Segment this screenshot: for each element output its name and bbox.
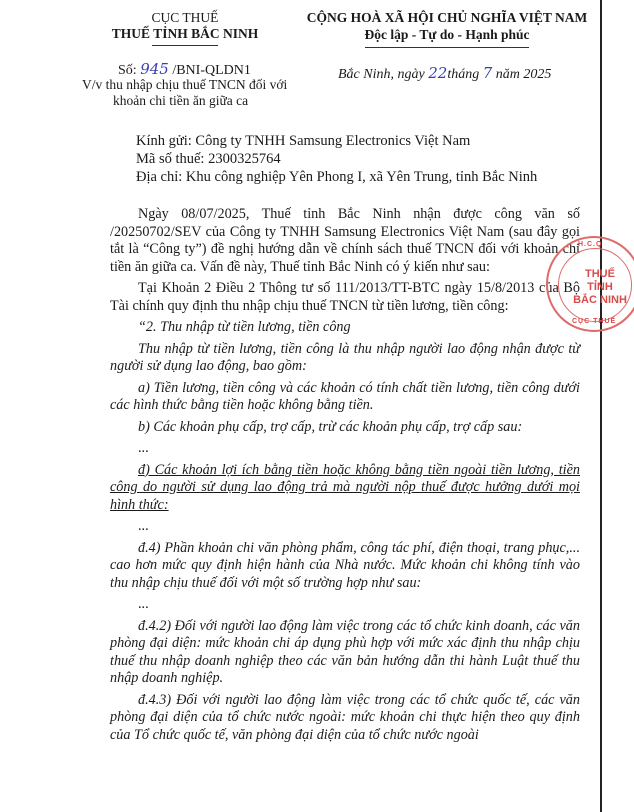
seal-line-1: THUẾ (585, 268, 615, 280)
quote-definition: Thu nhập từ tiền lương, tiền công là thu nhập người lao động nhận được từ người sử dụng lao động, bao gồm: (110, 340, 580, 374)
official-seal (546, 236, 634, 332)
country-title: CỘNG HOÀ XÃ HỘI CHỦ NGHĨA VIỆT NAM (306, 10, 588, 25)
seal-line-2: TỈNH (587, 281, 613, 293)
doc-number-handwritten: 945 (140, 60, 169, 78)
ellipsis: ... (138, 518, 149, 534)
doc-number-suffix: /BNI-QLDN1 (172, 63, 251, 78)
quote-item-b: b) Các khoản phụ cấp, trợ cấp, trừ các khoản phụ cấp, trợ cấp sau: (138, 418, 523, 435)
quote-item-d42: đ.4.2) Đối với người lao động làm việc trong các tổ chức kinh doanh, các văn phòng đại diện: mức khoản chi áp dụng phù hợp với mức xác định thu nhập chịu thuế thu nhập doanh nghiệp theo các văn bản hướng dẫn thi hành Luật thuế thu nhập doanh nghiệp. (110, 617, 580, 686)
letter-body (110, 206, 580, 748)
quote-heading: “2. Thu nhập từ tiền lương, tiền công (138, 319, 351, 335)
date-month-label: tháng (447, 67, 480, 82)
paragraph-intro: Ngày 08/07/2025, Thuế tỉnh Bắc Ninh nhận được công văn số /20250702/SEV của Công ty TNHH Samsung Electronics Việt Nam (sau đây gọi tắt là “Công ty”) đề nghị hướng dẫn về chính sách thuế TNCN đối với khoản chi tiền ăn giữa ca. Vấn đề này, Thuế tỉnh Bắc Ninh có ý kiến như sau: (110, 206, 580, 275)
doc-number-prefix: Số: (118, 63, 137, 78)
date-suffix: năm 2025 (495, 67, 552, 82)
paragraph-legal-basis: Tại Khoản 2 Điều 2 Thông tư số 111/2013/TT-BTC ngày 15/8/2013 của Bộ Tài chính quy định thu nhập chịu thuế TNCN từ tiền lương, tiền công: (110, 280, 580, 314)
quote-item-d43: đ.4.3) Đối với người lao động làm việc trong các tổ chức quốc tế, các văn phòng đại diện của tổ chức nước ngoài: mức khoản chi thực hiện theo quy định của Tổ chức quốc tế, văn phòng đại diện của tổ chức nước ngoài (110, 691, 580, 743)
recipient-address: Địa chỉ: Khu công nghiệp Yên Phong I, xã Yên Trung, tỉnh Bắc Ninh (136, 169, 538, 185)
subject-line-1: V/v thu nhập chịu thuế TNCN đối với (82, 77, 288, 92)
agency-underline (152, 45, 218, 46)
ellipsis: ... (138, 440, 149, 456)
agency-name: THUẾ TỈNH BẮC NINH (111, 26, 259, 41)
date-day: 22 (428, 64, 448, 82)
quote-item-d: đ) Các khoản lợi ích bằng tiền hoặc không bằng tiền ngoài tiền lương, tiền công do người sử dụng lao động trả mà người nộp thuế được hưởng dưới mọi hình thức: (110, 461, 580, 513)
quote-item-a: a) Tiền lương, tiền công và các khoản có tính chất tiền lương, tiền công dưới các hình thức bằng tiền hoặc không bằng tiền. (110, 379, 580, 413)
agency-parent: CỤC THUẾ (151, 10, 219, 25)
recipient-tax-code: Mã số thuế: 2300325764 (136, 151, 281, 167)
quote-item-d4: đ.4) Phần khoản chi văn phòng phẩm, công tác phí, điện thoại, trang phục,... cao hơn mức quy định hiện hành của Nhà nước. Mức khoản chi không tính vào thu nhập chịu thuế đối với một số trường hợp như sau: (110, 539, 580, 591)
ellipsis: ... (138, 596, 149, 612)
seal-line-3: BẮC NINH (573, 294, 627, 306)
recipient-to: Kính gửi: Công ty TNHH Samsung Electronics Việt Nam (136, 133, 471, 149)
seal-arc-bottom: CỤC THUẾ (572, 318, 617, 325)
seal-arc-top: H.C.Q (578, 241, 603, 248)
page-edge (600, 0, 602, 812)
motto: Độc lập - Tự do - Hạnh phúc (364, 27, 530, 42)
date-month: 7 (482, 64, 493, 82)
issue-date (338, 64, 551, 83)
date-prefix: Bắc Ninh, ngày (338, 67, 425, 82)
motto-underline (365, 47, 529, 48)
subject-line-2: khoản chi tiền ăn giữa ca (113, 93, 249, 108)
